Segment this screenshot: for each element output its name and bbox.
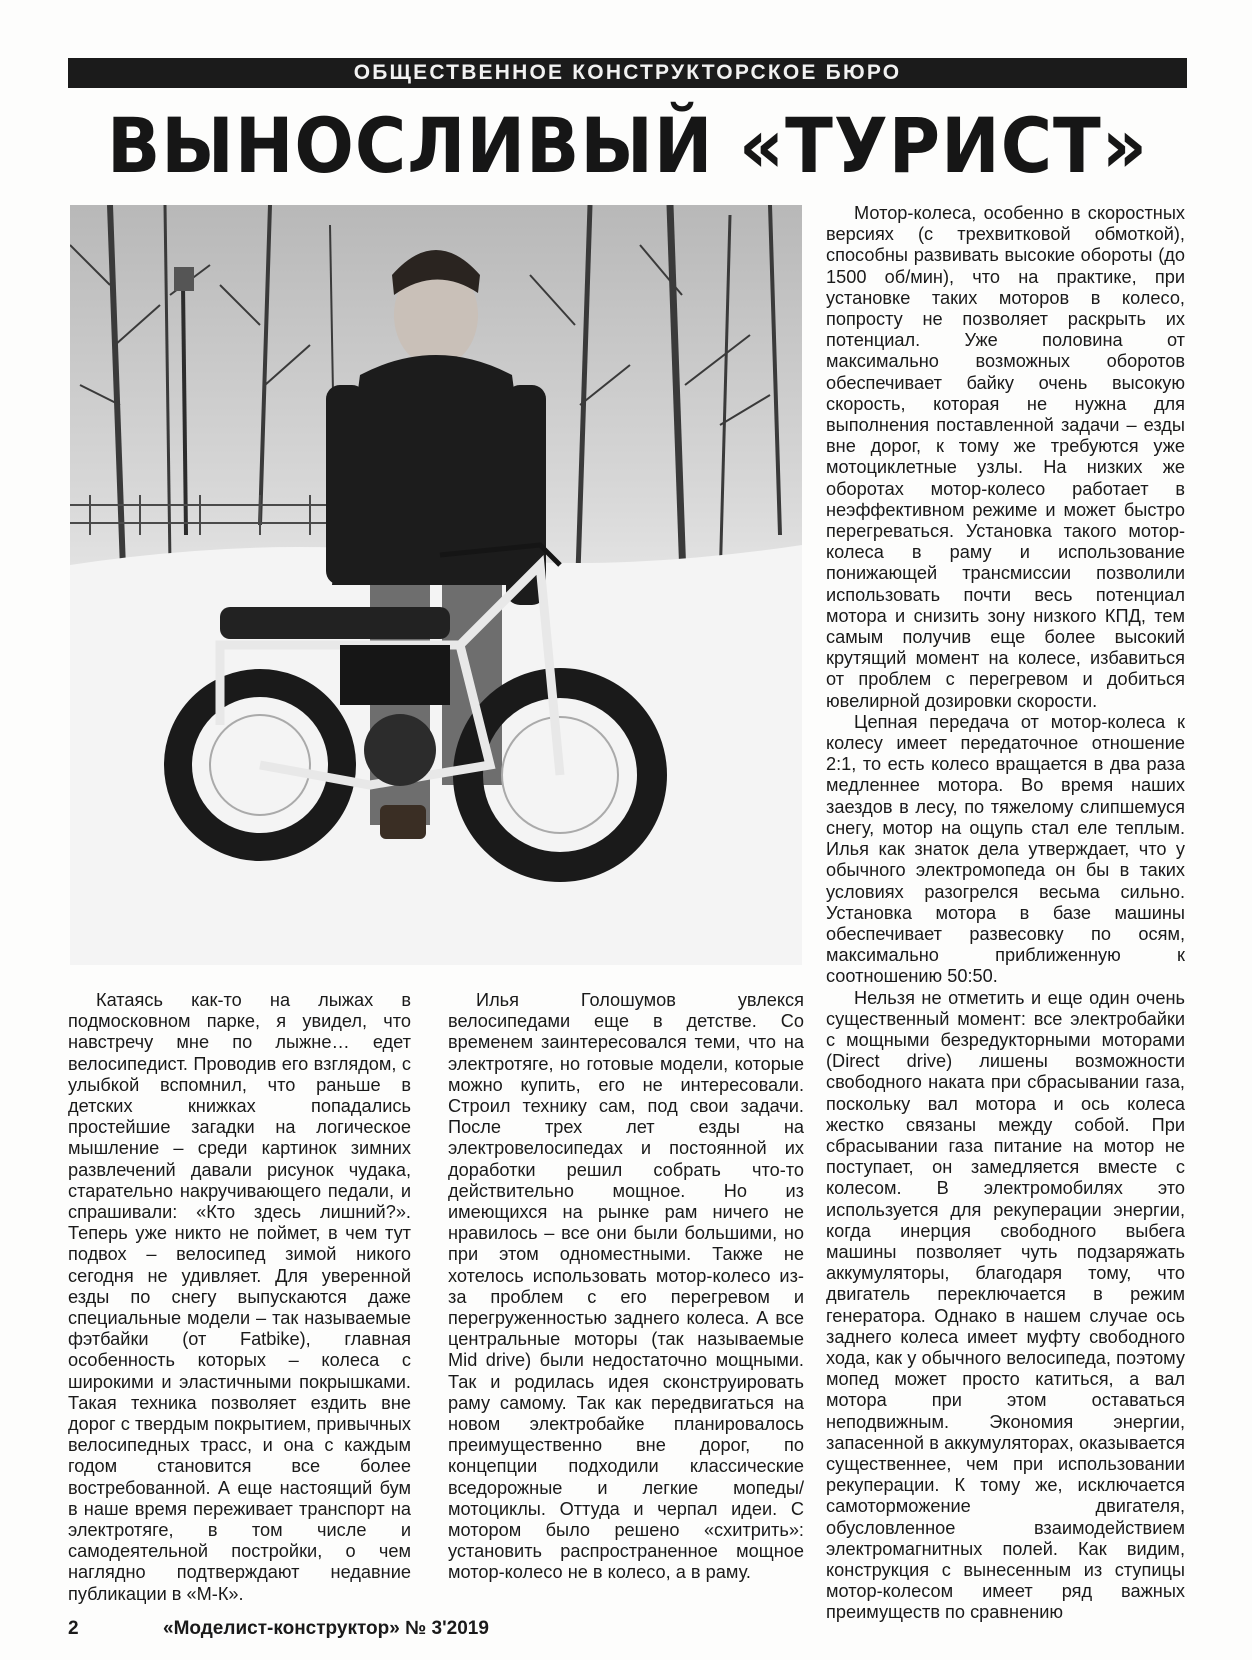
text-column-right	[826, 203, 1185, 1624]
paragraph: Нельзя не отметить и еще один очень существенный момент: все электробайки с мощными безредукторными моторами (Direct drive) лишены возможности свободного наката при сбрасывании газа, поскольку вал мотора и ось колеса жестко связаны между собой. При сбрасывании газа питание на мотор не поступает, он замедляется вместе с колесом. В электромобилях это используется для рекуперации энергии, когда инерция свободного выбега машины позволяет чуть подзаряжать аккумуляторы, благодаря тому, что двигатель переключается в режим генератора. Однако в нашем случае ось заднего колеса имеет муфту свободного хода, как у обычного велосипеда, поэтому мопед может просто катиться, а вал мотора при этом оставаться неподвижным. Экономия энергии, запасенной в аккумуляторах, оказывается существеннее, чем при использовании рекуперации. К тому же, исключается самоторможение двигателя, обусловленное взаимодействием электромагнитных полей. Как видим, конструкция с вынесенным из ступицы мотор-колесом имеет ряд важных преимуществ по сравнению	[826, 987, 1185, 1623]
article-title: ВЫНОСЛИВЫЙ «ТУРИСТ»	[106, 101, 1149, 191]
page-footer	[68, 1618, 489, 1640]
text-column-middle	[448, 990, 804, 1584]
paragraph: Илья Голошумов увлекся велосипедами еще в детстве. Со временем заинтересовался теми, что на электротяге, но готовые модели, которые можно купить, его не интересовали. Строил технику сам, под свои задачи. После трех лет езды на электровелосипедах и постоянной их доработки решил собрать что-то действительно мощное. Но из имеющихся на рынке рам ничего не нравилось – все они были большими, но при этом одноместными. Также не хотелось использовать мотор-колесо из-за проблем с его перегревом и перегруженностью заднего колеса. А все центральные моторы (так называемые Mid drive) были недостаточно мощными. Так и родилась идея сконструировать раму самому. Так как передвигаться на новом электробайке планировалось преимущественно вне дорог, по концепции подходили классические вседорожные и легкие мопеды/мотоциклы. Оттуда и черпал идеи. С мотором было решено «схитрить»: установить распространенное мощное мотор-колесо не в колесо, а в раму.	[448, 990, 804, 1583]
paragraph: Цепная передача от мотор-колеса к колесу имеет передаточное отношение 2:1, то есть колесо вращается в два раза медленнее мотора. Во время наших заездов в лесу, по тяжелому слипшемуся снегу, мотор на ощупь стал еле теплым. Илья как знаток дела утверждает, что у обычного электромопеда он бы в таких условиях разогрелся весьма сильно. Установка мотора в базе машины обеспечивает развесовку по осям, максимально приближенную к соотношению 50:50.	[826, 711, 1185, 987]
section-header: ОБЩЕСТВЕННОЕ КОНСТРУКТОРСКОЕ БЮРО	[68, 58, 1187, 88]
paragraph: Мотор-колеса, особенно в скоростных версиях (с трехвитковой обмоткой), способны развивать высокие обороты (до 1500 об/мин), что на практике, при установке таких моторов в колесо, попросту не позволяет раскрыть их потенциал. Уже половина от максимально возможных оборотов обеспечивает байку очень высокую скорость, которая не нужна для выполнения поставленной задачи – езды вне дорог, к тому же требуются уже мотоциклетные узлы. На низких же оборотах мотор-колесо работает в неэффективном режиме и может быстро перегреваться. Установка такого мотор-колеса в раму и использование понижающей трансмиссии позволили использовать почти весь потенциал мотора и снизить зону низкого КПД, тем самым получив еще более высокий крутящий момент на колесе, избавиться от проблем с перегревом и добиться ювелирной дозировки скорости.	[826, 203, 1185, 711]
magazine-issue: «Моделист-конструктор» № 3'2019	[163, 1618, 489, 1639]
paragraph: Катаясь как-то на лыжах в подмосковном парке, я увидел, что навстречу мне по лыжне… едет велосипедист. Проводив его взглядом, с улыбкой вспомнил, что раньше в детских книжках попадались простейшие загадки на логическое мышление – среди картинок зимних развлечений давали рисунок чудака, старательно накручивающего педали, и спрашивали: «Кто здесь лишний?». Теперь уже никто не поймет, в чем тут подвох – велосипед зимой никого сегодня не удивляет. Для уверенной езды по снегу выпускаются даже специальные модели – так называемые фэтбайки (от Fatbike), главная особенность которых – колеса с широкими и эластичными покрышками. Такая техника позволяет ездить вне дорог с твердым покрытием, привычных велосипедных трасс, и она с каждым годом становится все более востребованной. А еще настоящий бум в наше время переживает транспорт на электротяге, в том числе и самодеятельной постройки, о чем наглядно подтверждают недавние публикации в «М-К».	[68, 990, 411, 1604]
page-number: 2	[68, 1618, 79, 1639]
text-column-left	[68, 990, 411, 1605]
article-photo	[70, 205, 802, 965]
